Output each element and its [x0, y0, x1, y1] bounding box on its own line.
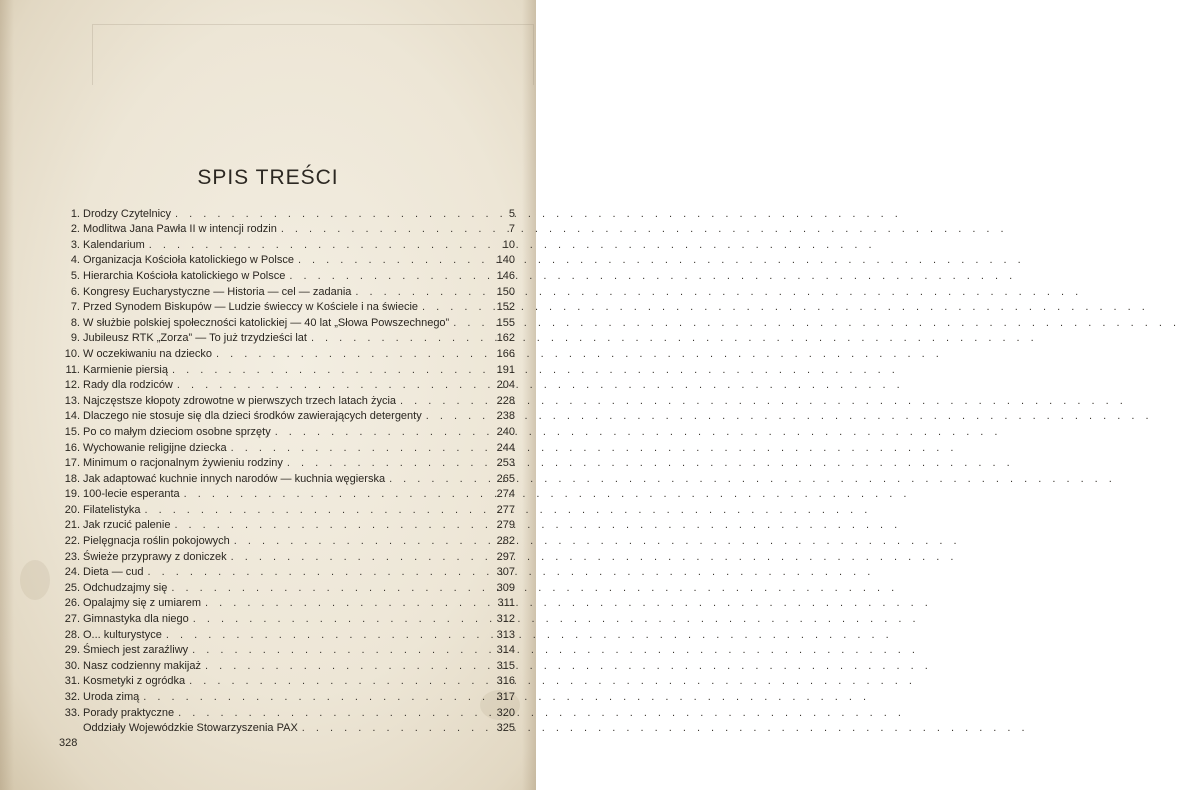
toc-leader-dots [205, 597, 491, 610]
toc-entry-title: Jubileusz RTK „Zorza” — To już trzydzieści lat [83, 332, 307, 345]
toc-leader-dots [355, 286, 491, 299]
toc-entry-page: 166 [496, 347, 515, 360]
toc-leader-dots [453, 317, 491, 330]
toc-leader-dots [172, 364, 491, 377]
toc-entry-title: Pielęgnacja roślin pokojowych [83, 535, 230, 548]
toc-entry [56, 517, 515, 533]
toc-entry-number: 14. [64, 410, 80, 423]
toc-entry [56, 501, 515, 517]
toc-leader-dots [231, 551, 491, 564]
toc-entry [56, 314, 515, 330]
toc-leader-dots [184, 488, 491, 501]
toc-entry-page: 325 [496, 722, 515, 735]
toc-entry [56, 579, 515, 595]
toc-entry-page: 307 [496, 566, 515, 579]
toc-entry-number: 8. [70, 316, 80, 329]
toc-entry-title: Świeże przyprawy z doniczek [83, 550, 227, 563]
table-of-contents [56, 205, 515, 735]
toc-entry-page: 150 [496, 285, 515, 298]
toc-entry-page: 204 [496, 379, 515, 392]
toc-leader-dots [144, 504, 491, 517]
toc-entry [56, 423, 515, 439]
toc-entry [56, 642, 515, 658]
toc-entry-title: Karmienie piersią [83, 363, 168, 376]
toc-leader-dots [400, 395, 491, 408]
toc-entry-page: 240 [496, 425, 515, 438]
toc-entry-page: 5 [508, 207, 515, 220]
toc-entry [56, 299, 515, 315]
page-title: SPIS TREŚCI [197, 166, 339, 189]
toc-leader-dots [287, 457, 491, 470]
toc-entry-page: 317 [496, 691, 515, 703]
toc-entry-page: 314 [496, 644, 515, 657]
toc-entry [56, 439, 515, 455]
toc-entry [56, 720, 515, 736]
toc-entry [56, 252, 515, 268]
toc-entry-number: 23. [64, 550, 80, 563]
toc-entry-number: 10. [64, 347, 80, 360]
toc-entry [56, 392, 515, 408]
toc-leader-dots [234, 535, 491, 548]
toc-entry-number: 19. [64, 488, 80, 501]
toc-entry-number: 21. [64, 519, 80, 532]
toc-entry-title: Jak adaptować kuchnie innych narodów — kuchnia węgierska [83, 472, 386, 485]
toc-leader-dots [178, 707, 491, 720]
toc-entry-page: 316 [496, 675, 515, 688]
toc-entry [56, 283, 515, 299]
toc-entry [56, 532, 515, 548]
toc-entry-title: O... kulturystyce [83, 628, 162, 641]
toc-entry-title: Uroda zimą [83, 691, 140, 703]
toc-entry-page: 228 [496, 394, 515, 407]
toc-entry-page: 320 [496, 706, 515, 719]
toc-entry-title: Wychowanie religijne dziecka [83, 441, 227, 454]
toc-entry-title: Jak rzucić palenie [83, 519, 171, 532]
toc-entry-page: 191 [496, 363, 515, 376]
toc-entry-page: 152 [496, 301, 515, 314]
toc-entry-title: Kosmetyki z ogródka [83, 675, 186, 688]
toc-leader-dots [205, 660, 491, 673]
show-through-frame [92, 24, 534, 85]
toc-entry-number: 29. [64, 644, 80, 657]
toc-leader-dots [148, 566, 491, 579]
toc-leader-dots [175, 208, 491, 221]
toc-entry-number: 2. [70, 223, 80, 236]
toc-entry [56, 221, 515, 237]
toc-entry [56, 626, 515, 642]
toc-leader-dots [426, 410, 491, 423]
toc-entry [56, 548, 515, 564]
page-number: 328 [59, 737, 78, 749]
toc-entry-number: 13. [64, 394, 80, 407]
toc-leader-dots [275, 426, 491, 439]
toc-entry [56, 377, 515, 393]
toc-entry-page: 312 [496, 613, 515, 626]
toc-entry-number: 18. [64, 472, 80, 485]
toc-entry-title: Hierarchia Kościoła katolickiego w Polsce [83, 269, 286, 282]
toc-entry-page: 274 [496, 488, 515, 501]
toc-entry [56, 361, 515, 377]
toc-leader-dots [289, 270, 491, 283]
toc-entry-number: 9. [70, 332, 80, 345]
toc-entry-number: 32. [64, 691, 80, 703]
toc-entry-page: 244 [496, 441, 515, 454]
toc-entry-number: 6. [70, 285, 80, 298]
toc-entry [56, 205, 515, 221]
toc-entry-title: Dlaczego nie stosuje się dla dzieci środków zawierających detergenty [83, 410, 422, 423]
toc-entry-number: 30. [64, 659, 80, 672]
toc-leader-dots [298, 254, 491, 267]
toc-entry [56, 236, 515, 252]
toc-entry-title: Przed Synodem Biskupów — Ludzie świeccy w Kościele i na świecie [83, 301, 419, 314]
toc-entry-page: 265 [496, 472, 515, 485]
page-edge-shadow-left [0, 0, 14, 790]
book-page [0, 0, 536, 790]
toc-entry-page: 315 [496, 659, 515, 672]
toc-entry-number: 22. [64, 535, 80, 548]
toc-entry [56, 657, 515, 673]
toc-leader-dots [389, 473, 491, 486]
toc-entry-number: 7. [70, 301, 80, 314]
toc-entry [56, 595, 515, 611]
toc-entry-number: 12. [64, 379, 80, 392]
toc-leader-dots [143, 691, 491, 704]
toc-entry-number: 24. [64, 566, 80, 579]
toc-entry-title: Opalajmy się z umiarem [83, 597, 201, 610]
toc-entry-title: W służbie polskiej społeczności katolickiej — 40 lat „Słowa Powszechnego” [83, 316, 450, 329]
toc-entry-number: 11. [65, 363, 80, 376]
toc-entry-title: Porady praktyczne [83, 706, 175, 719]
toc-entry-title: Kongresy Eucharystyczne — Historia — cel — zadania [83, 285, 352, 298]
toc-entry-title: Odchudzajmy się [83, 581, 168, 594]
toc-entry-title: W oczekiwaniu na dziecko [83, 347, 213, 360]
toc-leader-dots [302, 722, 491, 735]
toc-leader-dots [149, 239, 491, 252]
toc-entry [56, 688, 515, 704]
toc-entry-title: 100-lecie esperanta [83, 488, 180, 501]
toc-entry [56, 486, 515, 502]
toc-leader-dots [174, 519, 491, 532]
toc-leader-dots [216, 348, 491, 361]
toc-leader-dots [171, 582, 491, 595]
toc-entry-number: 25. [64, 581, 80, 594]
toc-entry-title: Po co małym dzieciom osobne sprzęty [83, 425, 271, 438]
toc-entry-page: 162 [496, 332, 515, 345]
toc-entry-page: 155 [496, 316, 515, 329]
toc-entry-number: 16. [64, 441, 80, 454]
toc-entry [56, 267, 515, 283]
toc-entry-page: 313 [496, 628, 515, 641]
toc-leader-dots [231, 442, 491, 455]
toc-entry-title: Oddziały Wojewódzkie Stowarzyszenia PAX [83, 722, 298, 735]
toc-leader-dots [177, 379, 491, 392]
toc-entry-number: 31. [64, 675, 80, 688]
toc-entry-page: 277 [496, 503, 515, 516]
toc-entry-number: 28. [64, 628, 80, 641]
toc-entry-title: Minimum o racjonalnym żywieniu rodziny [83, 457, 283, 470]
toc-leader-dots [192, 644, 491, 657]
toc-entry-number: 17. [64, 457, 80, 470]
toc-entry [56, 455, 515, 471]
toc-entry [56, 673, 515, 689]
toc-entry-number: 5. [70, 269, 80, 282]
toc-entry-page: 311 [497, 597, 515, 610]
toc-entry-number: 3. [70, 238, 80, 251]
toc-entry-title: Najczęstsze kłopoty zdrowotne w pierwszych trzech latach życia [83, 394, 397, 407]
toc-entry-number: 27. [64, 613, 80, 626]
toc-entry-page: 309 [496, 581, 515, 594]
toc-entry-title: Drodzy Czytelnicy [83, 207, 172, 220]
toc-leader-dots [422, 301, 491, 314]
toc-entry-title: Nasz codzienny makijaż [83, 659, 201, 672]
toc-entry [56, 610, 515, 626]
toc-entry-title: Śmiech jest zaraźliwy [83, 644, 189, 657]
toc-entry-title: Gimnastyka dla niego [83, 613, 189, 626]
toc-entry [56, 564, 515, 580]
toc-entry-number: 4. [70, 254, 80, 267]
toc-leader-dots [311, 332, 491, 345]
toc-entry-title: Kalendarium [83, 238, 145, 251]
toc-entry [56, 345, 515, 361]
toc-entry-page: 253 [496, 457, 515, 470]
toc-entry-page: 238 [496, 410, 515, 423]
toc-entry-number: 26. [64, 597, 80, 610]
toc-entry-title: Organizacja Kościoła katolickiego w Polsce [83, 254, 294, 267]
toc-leader-dots [189, 675, 491, 688]
toc-entry-title: Modlitwa Jana Pawła II w intencji rodzin [83, 223, 277, 236]
paper-stain [20, 560, 50, 600]
toc-entry-number: 33. [64, 706, 80, 719]
toc-entry [56, 330, 515, 346]
toc-entry-page: 297 [496, 550, 515, 563]
toc-entry-title: Filatelistyka [83, 503, 141, 516]
toc-entry-page: 7 [508, 223, 515, 236]
toc-entry-page: 140 [496, 254, 515, 267]
toc-entry-title: Rady dla rodziców [83, 379, 173, 392]
toc-leader-dots [166, 629, 491, 642]
toc-entry-number: 20. [64, 503, 80, 516]
toc-entry-page: 10 [502, 238, 515, 251]
toc-entry-number: 1. [70, 207, 80, 220]
toc-entry [56, 470, 515, 486]
toc-entry [56, 704, 515, 720]
toc-entry-number: 15. [64, 425, 80, 438]
toc-leader-dots [281, 223, 491, 236]
toc-entry-page: 282 [496, 535, 515, 548]
toc-entry-page: 279 [496, 519, 515, 532]
toc-entry-page: 146 [496, 269, 515, 282]
toc-entry-title: Dieta — cud [83, 566, 144, 579]
toc-leader-dots [193, 613, 491, 626]
toc-entry [56, 408, 515, 424]
